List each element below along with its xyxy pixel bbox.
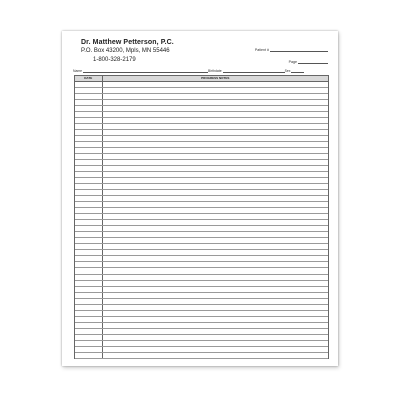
patient-number-line bbox=[270, 48, 328, 52]
date-column-header: DATE bbox=[75, 76, 102, 82]
practice-address: P.O. Box 43200, Mpls, MN 55446 bbox=[81, 48, 170, 54]
table-row bbox=[75, 352, 328, 358]
birthdate-label: Birthdate bbox=[208, 69, 222, 73]
page-label: Page bbox=[288, 60, 297, 64]
page-field[interactable] bbox=[289, 60, 328, 64]
birthdate-field[interactable] bbox=[208, 69, 285, 73]
practice-phone: 1-800-328-2179 bbox=[93, 57, 136, 63]
progress-notes-form bbox=[62, 31, 338, 366]
page-line bbox=[298, 60, 328, 64]
birthdate-line bbox=[223, 69, 285, 73]
date-cell[interactable] bbox=[75, 352, 102, 358]
sex-field[interactable] bbox=[285, 69, 305, 73]
name-label: Name bbox=[73, 69, 83, 73]
table-body bbox=[75, 82, 328, 359]
name-line bbox=[83, 69, 208, 73]
sex-label: Sex bbox=[284, 69, 291, 73]
patient-number-label: Patient # bbox=[254, 48, 269, 52]
notes-cell[interactable] bbox=[102, 352, 328, 358]
progress-notes-table bbox=[74, 75, 329, 359]
doctor-name: Dr. Matthew Petterson, P.C. bbox=[81, 39, 174, 46]
practice-header bbox=[81, 38, 174, 65]
patient-number-field[interactable] bbox=[255, 48, 328, 52]
name-field[interactable] bbox=[73, 69, 208, 73]
patient-info-row bbox=[73, 69, 328, 73]
progress-notes-column-header: PROGRESS NOTES bbox=[102, 76, 328, 82]
sex-line bbox=[291, 69, 304, 73]
